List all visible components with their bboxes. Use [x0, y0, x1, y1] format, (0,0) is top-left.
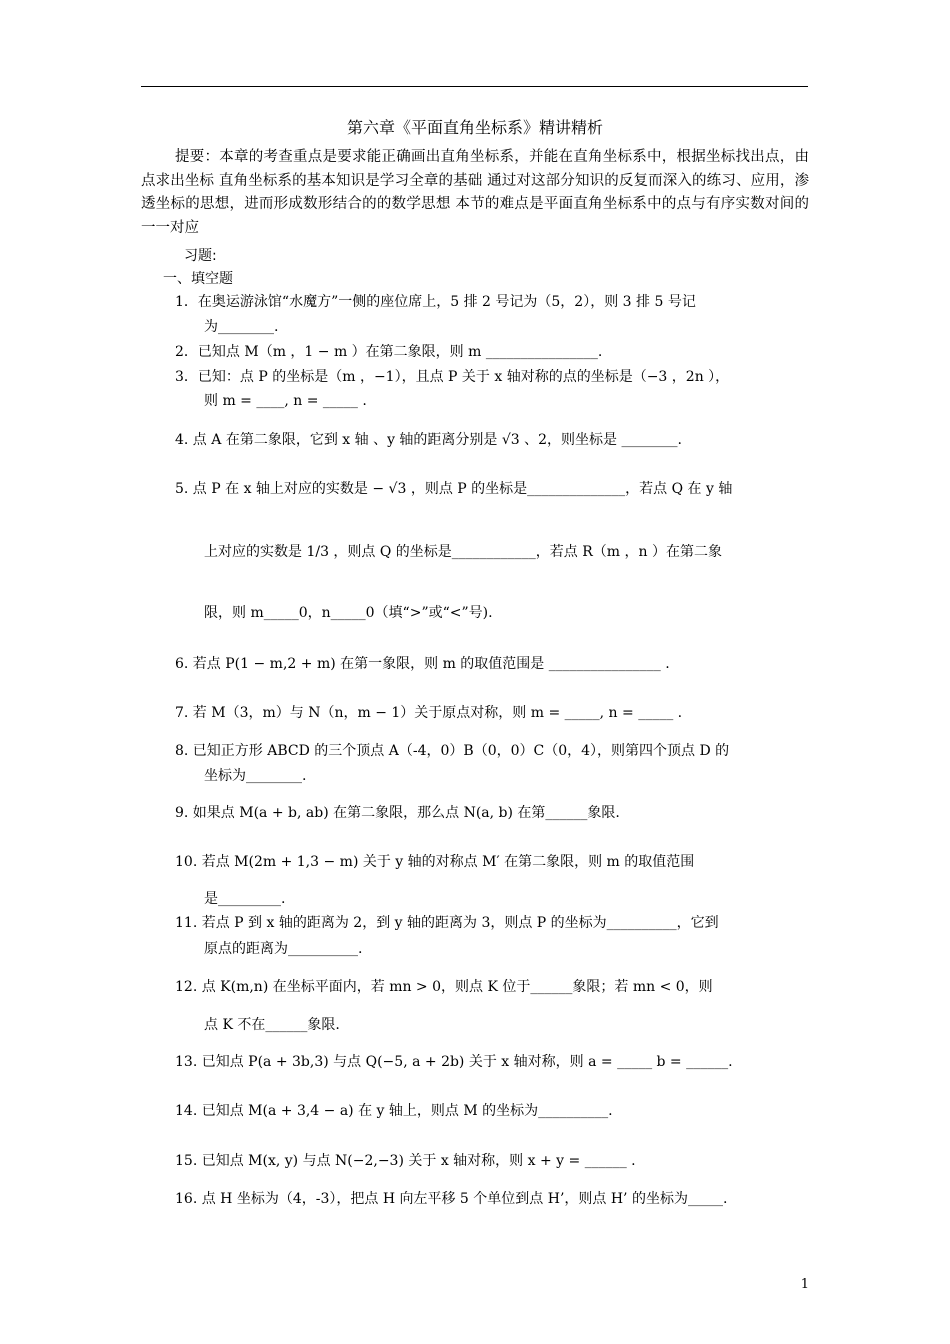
question-line: 点 K 不在______象限. — [204, 1017, 340, 1033]
question-line: 4. 点 A 在第二象限，它到 x 轴 、y 轴的距离分别是 √3 、2，则坐标是 ________. — [175, 432, 682, 448]
exercise-label: 习题: — [184, 248, 217, 264]
page-number: 1 — [800, 1277, 809, 1292]
question-line: 限，则 m_____0，n_____0（填“>”或“<”号). — [204, 605, 493, 621]
question-line: 14. 已知点 M(a + 3,4 − a) 在 y 轴上，则点 M 的坐标为__________. — [175, 1103, 613, 1119]
page-title: 第六章《平面直角坐标系》精讲精析 — [346, 118, 603, 137]
question-line: 则 m = ____, n = _____ . — [204, 393, 367, 409]
question-line: 2．已知点 M（m ，1 − m ）在第二象限，则 m ________________. — [175, 344, 603, 360]
summary-paragraph: 提要：本章的考查重点是要求能正确画出直角坐标系，并能在直角坐标系中，根据坐标找出点，由点求出坐标 直角坐标系的基本知识是学习全章的基础 通过对这部分知识的反复而深入的练习、应用，渗透坐标的思想，进而形成数形结合的的数学思想 本节的难点是平面直角坐标系中的点与有序实数对间的一一对应 — [141, 149, 809, 236]
question-line: 15. 已知点 M(x, y) 与点 N(−2,−3) 关于 x 轴对称，则 x + y = ______ . — [175, 1153, 636, 1169]
question-line: 上对应的实数是 1/3 ，则点 Q 的坐标是____________，若点 R（m ，n ）在第二象 — [204, 544, 722, 560]
section-heading: 一、填空题 — [163, 271, 233, 287]
question-line: 13. 已知点 P(a + 3b,3) 与点 Q(−5, a + 2b) 关于 x 轴对称，则 a = _____ b = ______. — [175, 1054, 733, 1070]
question-line: 3．已知：点 P 的坐标是（m ，−1），且点 P 关于 x 轴对称的点的坐标是（−3 ，2n ）， — [175, 369, 730, 385]
question-line: 6. 若点 P(1 − m,2 + m) 在第一象限，则 m 的取值范围是 ________________ . — [175, 656, 670, 672]
question-line: 7. 若 M（3，m）与 N（n，m − 1）关于原点对称，则 m = _____, n = _____ . — [175, 705, 683, 721]
question-line: 是_________. — [204, 891, 286, 907]
question-line: 11. 若点 P 到 x 轴的距离为 2，到 y 轴的距离为 3，则点 P 的坐标为__________，它到 — [175, 915, 719, 931]
question-line: 为________. — [204, 319, 279, 335]
question-line: 9. 如果点 M(a + b, ab) 在第二象限，那么点 N(a, b) 在第______象限. — [175, 805, 620, 821]
question-line: 8. 已知正方形 ABCD 的三个顶点 A（-4，0）B（0，0）C（0，4），则第四个顶点 D 的 — [175, 743, 730, 759]
question-line: 坐标为________. — [204, 768, 307, 784]
question-line: 原点的距离为__________. — [204, 941, 363, 957]
question-line: 5. 点 P 在 x 轴上对应的实数是 − √3 ，则点 P 的坐标是______________，若点 Q 在 y 轴 — [175, 481, 733, 497]
question-line: 12. 点 K(m,n) 在坐标平面内，若 mn > 0，则点 K 位于______象限；若 mn < 0，则 — [175, 979, 713, 995]
question-line: 1．在奥运游泳馆“水魔方”一侧的座位席上，5 排 2 号记为（5，2），则 3 排 5 号记 — [175, 294, 696, 310]
question-line: 10. 若点 M(2m + 1,3 − m) 关于 y 轴的对称点 M′ 在第二象限，则 m 的取值范围 — [175, 854, 695, 870]
header-rule — [141, 86, 808, 87]
question-line: 16. 点 H 坐标为（4，-3），把点 H 向左平移 5 个单位到点 H’，则点 H’ 的坐标为_____. — [175, 1191, 728, 1207]
